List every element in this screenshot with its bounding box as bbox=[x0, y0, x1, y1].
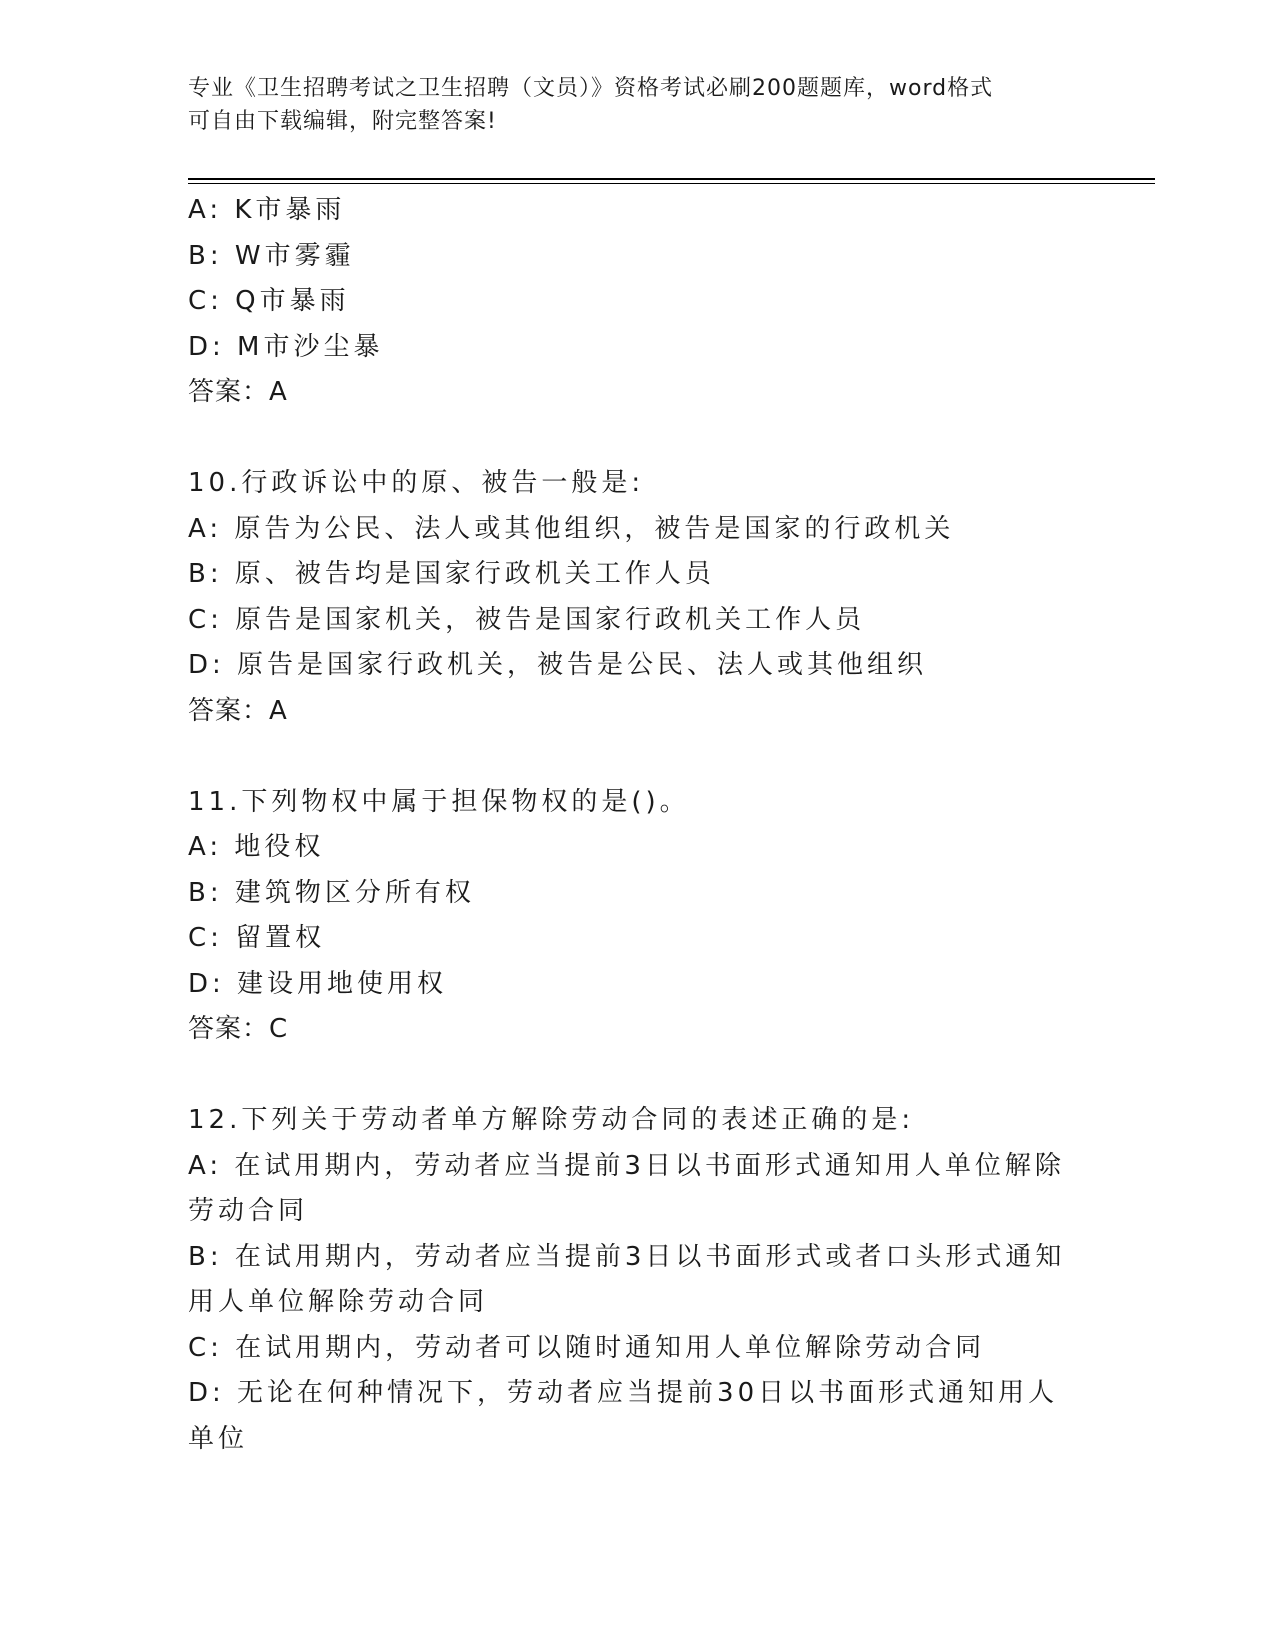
spacer bbox=[188, 416, 1088, 462]
option-a: A: 原告为公民、法人或其他组织，被告是国家的行政机关 bbox=[188, 513, 955, 544]
answer-line: 答案：C bbox=[188, 1014, 289, 1044]
option-b: B: 建筑物区分所有权 bbox=[188, 877, 475, 908]
question-stem: 12.下列关于劳动者单方解除劳动合同的表述正确的是: bbox=[188, 1105, 915, 1135]
option-b: B: 在试用期内，劳动者应当提前3日以书面形式或者口头形式通知用人单位解除劳动合同 bbox=[188, 1241, 1066, 1317]
question-11 bbox=[188, 780, 1088, 1053]
question-stem: 11.下列物权中属于担保物权的是()。 bbox=[188, 786, 690, 817]
question-list bbox=[188, 188, 1088, 1462]
page-header bbox=[188, 72, 1068, 138]
option-d: D: 无论在何种情况下，劳动者应当提前30日以书面形式通知用人单位 bbox=[188, 1378, 1059, 1454]
header-rule-thick bbox=[188, 178, 1155, 180]
spacer bbox=[188, 1053, 1088, 1099]
option-c: C: Q市暴雨 bbox=[188, 286, 350, 316]
spacer bbox=[188, 734, 1088, 780]
option-a: A: 在试用期内，劳动者应当提前3日以书面形式通知用人单位解除劳动合同 bbox=[188, 1150, 1065, 1226]
option-d: D: M市沙尘暴 bbox=[188, 331, 384, 362]
question-9-continued bbox=[188, 188, 1088, 416]
header-rule-thin bbox=[188, 183, 1155, 184]
option-a: A: K市暴雨 bbox=[188, 195, 346, 225]
option-d: D: 原告是国家行政机关，被告是公民、法人或其他组织 bbox=[188, 650, 928, 680]
option-b: B: 原、被告均是国家行政机关工作人员 bbox=[188, 559, 715, 589]
option-d: D: 建设用地使用权 bbox=[188, 968, 448, 999]
option-a: A: 地役权 bbox=[188, 832, 325, 862]
question-10 bbox=[188, 461, 1088, 734]
header-line-2: 可自由下载编辑，附完整答案! bbox=[188, 109, 497, 134]
question-12 bbox=[188, 1098, 1068, 1462]
option-b: B: W市雾霾 bbox=[188, 240, 355, 271]
question-stem: 10.行政诉讼中的原、被告一般是: bbox=[188, 468, 645, 498]
header-line-1: 专业《卫生招聘考试之卫生招聘（文员）》资格考试必刷200题题库，word格式 bbox=[188, 76, 994, 101]
answer-line: 答案：A bbox=[188, 377, 288, 407]
option-c: C: 在试用期内，劳动者可以随时通知用人单位解除劳动合同 bbox=[188, 1332, 986, 1363]
option-c: C: 原告是国家机关，被告是国家行政机关工作人员 bbox=[188, 604, 866, 635]
option-c: C: 留置权 bbox=[188, 923, 326, 953]
answer-line: 答案：A bbox=[188, 695, 288, 726]
